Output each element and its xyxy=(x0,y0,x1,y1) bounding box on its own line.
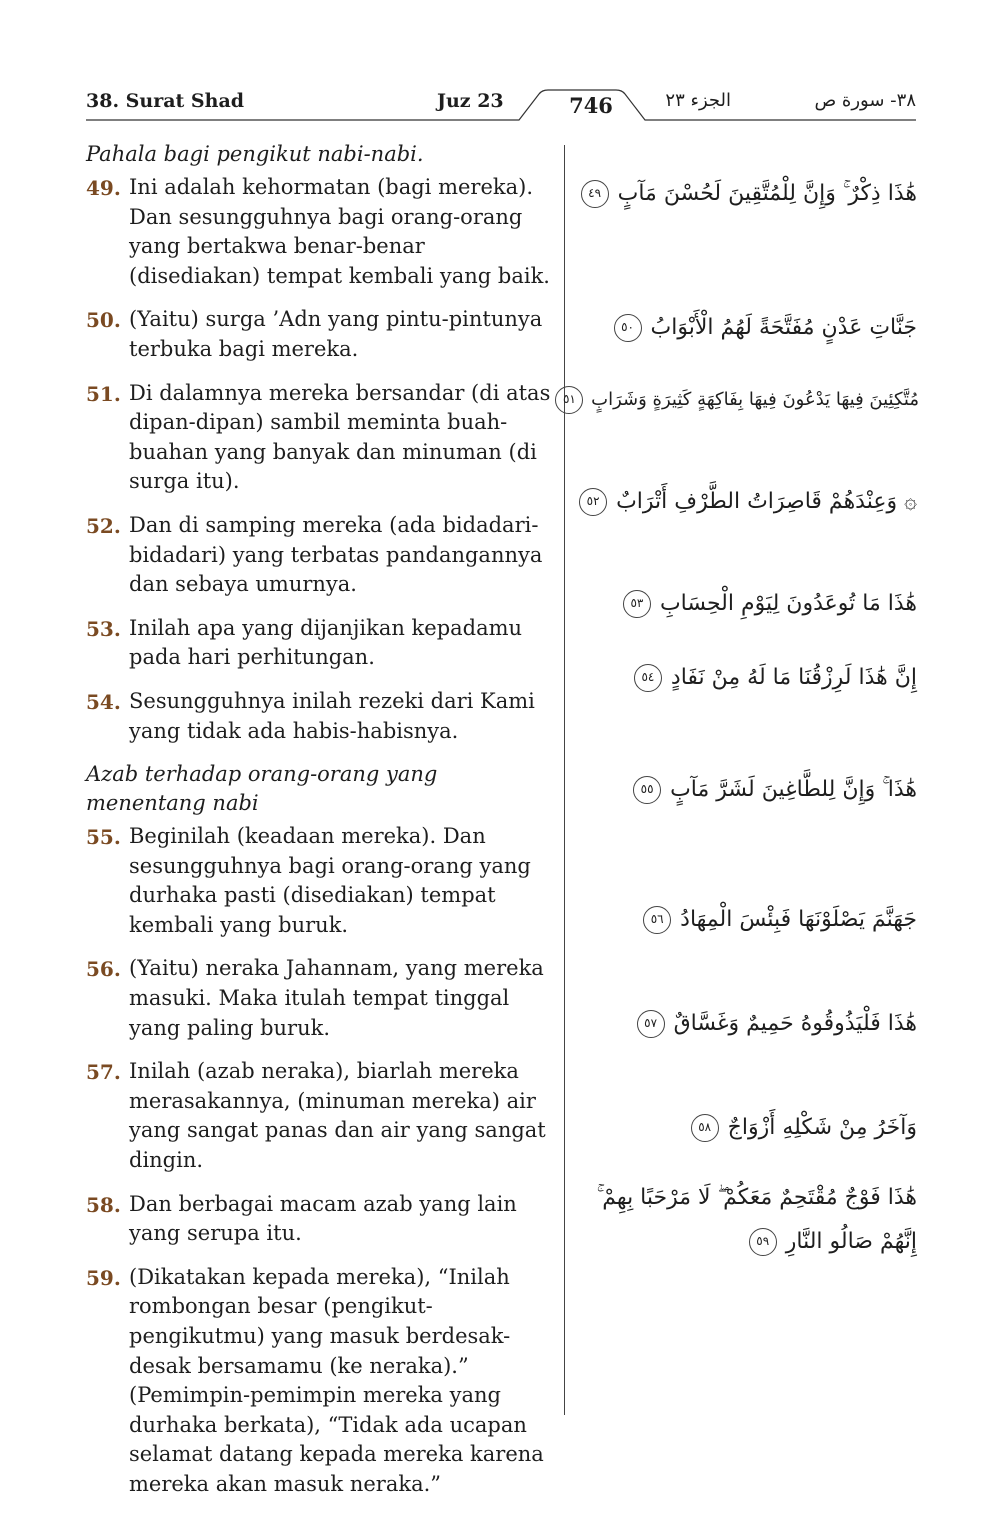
verse-51 xyxy=(86,379,558,497)
verse-text: Dan di samping mereka (ada bidadari-bidadari) yang terbatas pandangannya dan sebaya umurnya. xyxy=(129,512,543,597)
verse-text: Sesungguhnya inilah rezeki dari Kami yang tidak ada habis-habisnya. xyxy=(129,688,535,743)
verse-number: 56. xyxy=(86,957,121,982)
verse-number: 58. xyxy=(86,1192,121,1217)
verse-text: (Yaitu) neraka Jahannam, yang mereka masuki. Maka itulah tempat tinggal yang paling buruk. xyxy=(129,956,544,1040)
ayah-number-marker: ٥٥ xyxy=(633,776,661,804)
surah-title-latin: 38. Surat Shad xyxy=(86,90,245,112)
verse-56 xyxy=(86,954,558,1043)
ayah-number-marker: ٥٢ xyxy=(579,488,607,516)
arabic-verse-58 xyxy=(575,1106,917,1150)
verse-50 xyxy=(86,305,558,364)
verse-text: Inilah apa yang dijanjikan kepadamu pada hari perhitungan. xyxy=(129,615,523,670)
verse-55 xyxy=(86,822,558,940)
arabic-text: مُتَّكِئِينَ فِيهَا يَدْعُونَ فِيهَا بِفَاكِهَةٍ كَثِيرَةٍ وَشَرَابٍ xyxy=(591,389,919,410)
verse-number: 52. xyxy=(86,513,121,538)
arabic-text: هَٰذَا ۚ وَإِنَّ لِلطَّاغِينَ لَشَرَّ مَآبٍ xyxy=(670,777,917,802)
verse-number: 55. xyxy=(86,825,121,850)
verse-53 xyxy=(86,614,558,673)
verse-text: Ini adalah kehormatan (bagi mereka). Dan sesungguhnya bagi orang-orang yang bertakwa benar-benar (disediakan) tempat kembali yang baik. xyxy=(129,175,550,288)
arabic-verse-50 xyxy=(575,306,917,350)
juz-label-latin: Juz 23 xyxy=(437,90,504,112)
ayah-number-marker: ٥١ xyxy=(555,386,583,414)
verse-text: (Dikatakan kepada mereka), “Inilah rombongan besar (pengikut-pengikutmu) yang masuk berdesak-desak bersamamu (ke neraka).” (Pemimpin-pemimpin mereka yang durhaka berkata), “Tidak ada ucapan selamat datang kepada mereka karena mereka akan masuk neraka.” xyxy=(129,1264,544,1496)
arabic-text: وَآخَرُ مِنْ شَكْلِهِ أَزْوَاجٌ xyxy=(727,1115,917,1140)
arabic-text: إِنَّ هَٰذَا لَرِزْقُنَا مَا لَهُ مِنْ نَفَادٍ xyxy=(670,665,917,690)
ayah-number-marker: ٥٠ xyxy=(614,314,642,342)
arabic-verse-53 xyxy=(575,582,917,626)
page-header xyxy=(86,82,916,126)
juz-label-arabic: الجزء ٢٣ xyxy=(665,90,731,111)
arabic-verse-57 xyxy=(575,1002,917,1046)
verse-number: 51. xyxy=(86,381,121,406)
arabic-verse-51 xyxy=(559,378,919,422)
arabic-text: هَٰذَا مَا تُوعَدُونَ لِيَوْمِ الْحِسَابِ xyxy=(659,591,917,616)
verse-49 xyxy=(86,173,558,291)
verse-52 xyxy=(86,511,558,600)
arabic-verse-59 xyxy=(575,1176,917,1264)
verse-text: Dan berbagai macam azab yang lain yang serupa itu. xyxy=(129,1191,517,1246)
ayah-number-marker: ٥٦ xyxy=(643,906,671,934)
arabic-text: جَنَّاتِ عَدْنٍ مُفَتَّحَةً لَهُمُ الْأَبْوَابُ xyxy=(650,315,917,340)
ayah-number-marker: ٥٣ xyxy=(623,590,651,618)
verse-text: (Yaitu) surga ’Adn yang pintu-pintunya terbuka bagi mereka. xyxy=(129,307,543,361)
arabic-text: ۞ وَعِنْدَهُمْ قَاصِرَاتُ الطَّرْفِ أَتْرَابٌ xyxy=(616,489,917,514)
verse-text: Beginilah (keadaan mereka). Dan sesungguhnya bagi orang-orang yang durhaka pasti (disediakan) tempat kembali yang buruk. xyxy=(129,824,531,937)
arabic-text: جَهَنَّمَ يَصْلَوْنَهَا فَبِئْسَ الْمِهَادُ xyxy=(680,907,917,932)
arabic-verse-52 xyxy=(575,480,917,524)
verse-59 xyxy=(86,1263,558,1500)
verse-number: 59. xyxy=(86,1265,121,1290)
verse-number: 53. xyxy=(86,616,121,641)
verse-number: 50. xyxy=(86,308,121,333)
arabic-verse-54 xyxy=(575,656,917,700)
arabic-verse-56 xyxy=(575,898,917,942)
verse-text: Di dalamnya mereka bersandar (di atas dipan-dipan) sambil meminta buah-buahan yang banyak dan minuman (di surga itu). xyxy=(129,380,551,494)
column-divider xyxy=(564,145,565,1415)
verse-54 xyxy=(86,687,558,746)
ayah-number-marker: ٥٤ xyxy=(634,664,662,692)
ayah-number-marker: ٥٨ xyxy=(691,1114,719,1142)
ayah-number-marker: ٤٩ xyxy=(581,180,609,208)
translation-column xyxy=(86,140,558,1514)
verse-number: 57. xyxy=(86,1060,121,1085)
verse-57 xyxy=(86,1057,558,1175)
page-number: 746 xyxy=(569,93,613,118)
ayah-number-marker: ٥٧ xyxy=(637,1010,665,1038)
arabic-text: هَٰذَا ذِكْرٌ ۚ وَإِنَّ لِلْمُتَّقِينَ لَحُسْنَ مَآبٍ xyxy=(617,181,917,206)
arabic-verse-55 xyxy=(575,768,917,812)
surah-title-arabic: ٣٨- سورة ص xyxy=(814,90,916,111)
verse-number: 49. xyxy=(86,176,121,200)
arabic-text: هَٰذَا فَوْجٌ مُقْتَحِمٌ مَعَكُمْ ۖ لَا مَرْحَبًا بِهِمْ ۚ إِنَّهُمْ صَالُو النَّارِ xyxy=(596,1185,917,1254)
verse-number: 54. xyxy=(86,689,121,714)
verse-58 xyxy=(86,1190,558,1249)
section-title: Azab terhadap orang-orang yang menentang nabi xyxy=(86,762,438,816)
arabic-verse-49 xyxy=(575,172,917,216)
ayah-number-marker: ٥٩ xyxy=(749,1228,777,1256)
section-title: Pahala bagi pengikut nabi-nabi. xyxy=(86,142,424,166)
verse-text: Inilah (azab neraka), biarlah mereka merasakannya, (minuman mereka) air yang sangat panas dan air yang sangat dingin. xyxy=(129,1059,546,1173)
arabic-text: هَٰذَا فَلْيَذُوقُوهُ حَمِيمٌ وَغَسَّاقٌ xyxy=(673,1011,917,1036)
